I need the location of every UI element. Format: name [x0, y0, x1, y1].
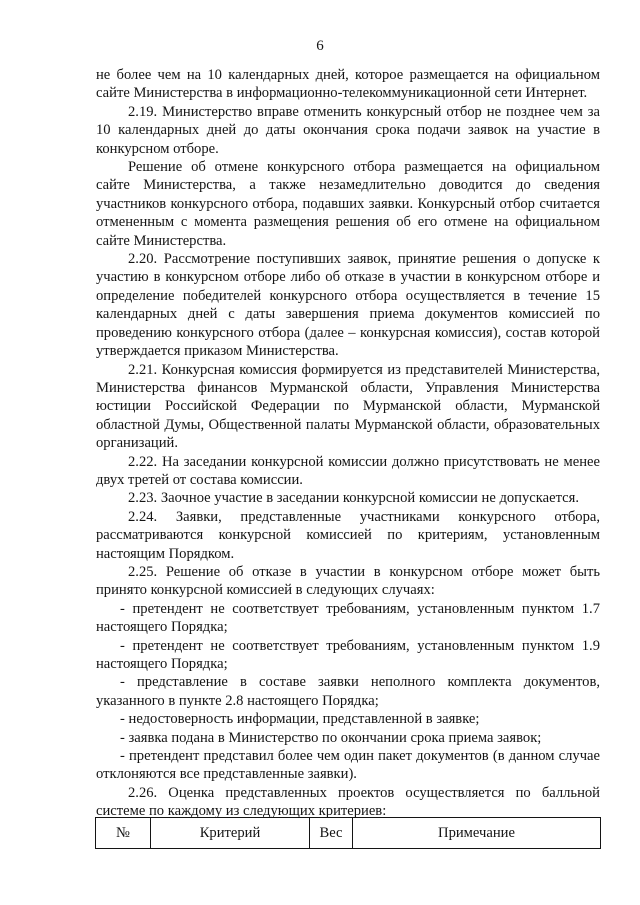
criteria-table-header-row — [96, 818, 601, 849]
clause-2-26: 2.26. Оценка представленных проектов осуществляется по балльной системе по каждому из следующих критериев: — [96, 784, 600, 820]
clause-2-20: 2.20. Рассмотрение поступивших заявок, принятие решения о допуске к участию в конкурсном отборе либо об отказе в участии в конкурсном отборе и определение победителей конкурсного отбора осуществляется в течение 15 календарных дней с даты завершения приема документов комиссией по проведению конкурсного отбора (далее – конкурсная комиссия), состав которой утверждается приказом Министерства. — [96, 251, 600, 360]
refusal-reason-item: - претендент не соответствует требованиям, установленным пунктом 1.7 настоящего Порядка; — [96, 600, 600, 636]
clause-2-19-cancellation: Решение об отмене конкурсного отбора размещается на официальном сайте Министерства, а также незамедлительно доводится до сведения участников конкурсного отбора, подавших заявки. Конкурсный отбор считается отмененным с момента размещения решения об его отмене на официальном сайте Министерства. — [96, 159, 600, 249]
refusal-reason-item: - претендент не соответствует требованиям, установленным пунктом 1.9 настоящего Порядка; — [96, 637, 600, 672]
clause-2-22: 2.22. На заседании конкурсной комиссии должно присутствовать не менее двух третей от состава комиссии. — [96, 453, 600, 488]
criteria-table — [95, 817, 601, 849]
clause-2-25: 2.25. Решение об отказе в участии в конкурсном отборе может быть принято конкурсной комиссией в следующих случаях: — [96, 563, 600, 599]
column-header-weight: Вес — [310, 818, 353, 849]
refusal-reason-item: - заявка подана в Министерство по окончании срока приема заявок; — [120, 729, 542, 746]
page-number: 6 — [316, 38, 324, 54]
clause-2-21: 2.21. Конкурсная комиссия формируется из представителей Министерства, Министерства финансов Мурманской области, Управления Министерства юстиции Российской Федерации по Мурманской области, Мурманской областной Думы, Общественной палаты Мурманской области, образовательных организаций. — [96, 361, 600, 452]
document-body — [96, 66, 600, 821]
refusal-reason-item: - представление в составе заявки неполного комплекта документов, указанного в пункте 2.8 настоящего Порядка; — [96, 674, 600, 709]
column-header-note: Примечание — [353, 818, 601, 849]
column-header-criterion: Критерий — [151, 818, 310, 849]
refusal-reason-item: - претендент представил более чем один пакет документов (в данном случае отклоняются все представленные заявки). — [96, 748, 600, 783]
column-header-number: № — [96, 818, 151, 849]
clause-2-19: 2.19. Министерство вправе отменить конкурсный отбор не позднее чем за 10 календарных дней до даты окончания срока подачи заявок на участие в конкурсном отборе. — [96, 103, 600, 157]
clause-2-24: 2.24. Заявки, представленные участниками конкурсного отбора, рассматриваются конкурсной комиссией по критериям, установленным настоящим Порядком. — [96, 508, 600, 562]
paragraph-continuation: не более чем на 10 календарных дней, которое размещается на официальном сайте Министерства в информационно-телекоммуникационной сети Интернет. — [96, 67, 600, 102]
clause-2-23: 2.23. Заочное участие в заседании конкурсной комиссии не допускается. — [128, 490, 579, 507]
refusal-reason-item: - недостоверность информации, представленной в заявке; — [120, 711, 480, 728]
